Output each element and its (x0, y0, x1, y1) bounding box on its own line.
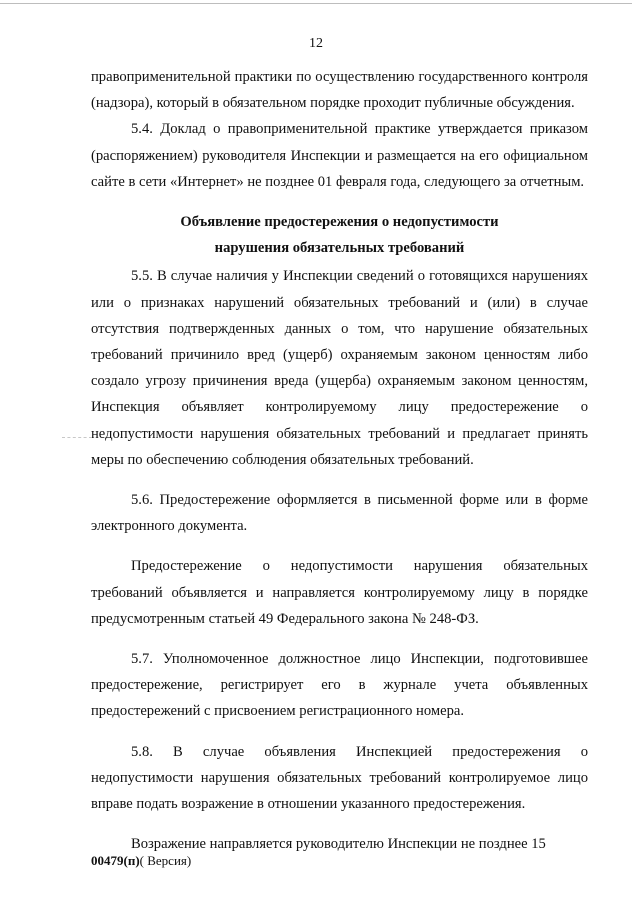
margin-scan-artifact (62, 437, 92, 439)
footer-version: ( Версия) (139, 853, 192, 868)
paragraph-warning-delivery: Предостережение о недопустимости нарушения обязательных требований объявляется и направляется контролируемому лицу в порядке предусмотренным статьей 49 Федерального закона № 248-ФЗ. (91, 558, 588, 627)
paragraph-5-4: 5.4. Доклад о правоприменительной практике утверждается приказом (распоряжением) руководителя Инспекции и размещается на его официальном сайте в сети «Интернет» не позднее 01 февраля года, следующего за отчетным. (91, 121, 588, 190)
paragraph-5-5: 5.5. В случае наличия у Инспекции сведений о готовящихся нарушениях или о признаках нарушений обязательных требований и (или) в случае отсутствия подтвержденных данных о том, что нарушение обязательных требований причинило вред (ущерб) охраняемым законом ценностям либо создало угрозу причинения вреда (ущерба) охраняемым законом ценностям, Инспекция объявляет контролируемому лицу предостережение о недопустимости нарушения обязательных требований и предлагает принять меры по обеспечению соблюдения обязательных требований. (91, 268, 588, 468)
paragraph-5-7: 5.7. Уполномоченное должностное лицо Инспекции, подготовившее предостережение, регистрирует его в журнале учета объявленных предостережений с присвоением регистрационного номера. (91, 651, 588, 720)
document-body (91, 64, 588, 857)
page-number: 12 (309, 36, 323, 51)
paragraph-objection: Возражение направляется руководителю Инспекции не позднее 15 (131, 836, 546, 853)
scan-top-edge (0, 3, 632, 4)
section-heading-line-2: нарушения обязательных требований (214, 240, 465, 257)
paragraph-5-6: 5.6. Предостережение оформляется в письменной форме или в форме электронного документа. (91, 492, 588, 535)
section-heading (91, 209, 588, 261)
footer-code: 00479(п) (91, 853, 140, 868)
section-heading-line-1: Объявление предостережения о недопустимости (180, 214, 499, 231)
paragraph-5-8: 5.8. В случае объявления Инспекцией предостережения о недопустимости нарушения обязательных требований контролируемое лицо вправе подать возражение в отношении указанного предостережения. (91, 743, 588, 813)
paragraph-continuation: правоприменительной практики по осуществлению государственного контроля (надзора), который в обязательном порядке проходит публичные обсуждения. (91, 69, 588, 112)
document-footer-code (91, 853, 191, 869)
